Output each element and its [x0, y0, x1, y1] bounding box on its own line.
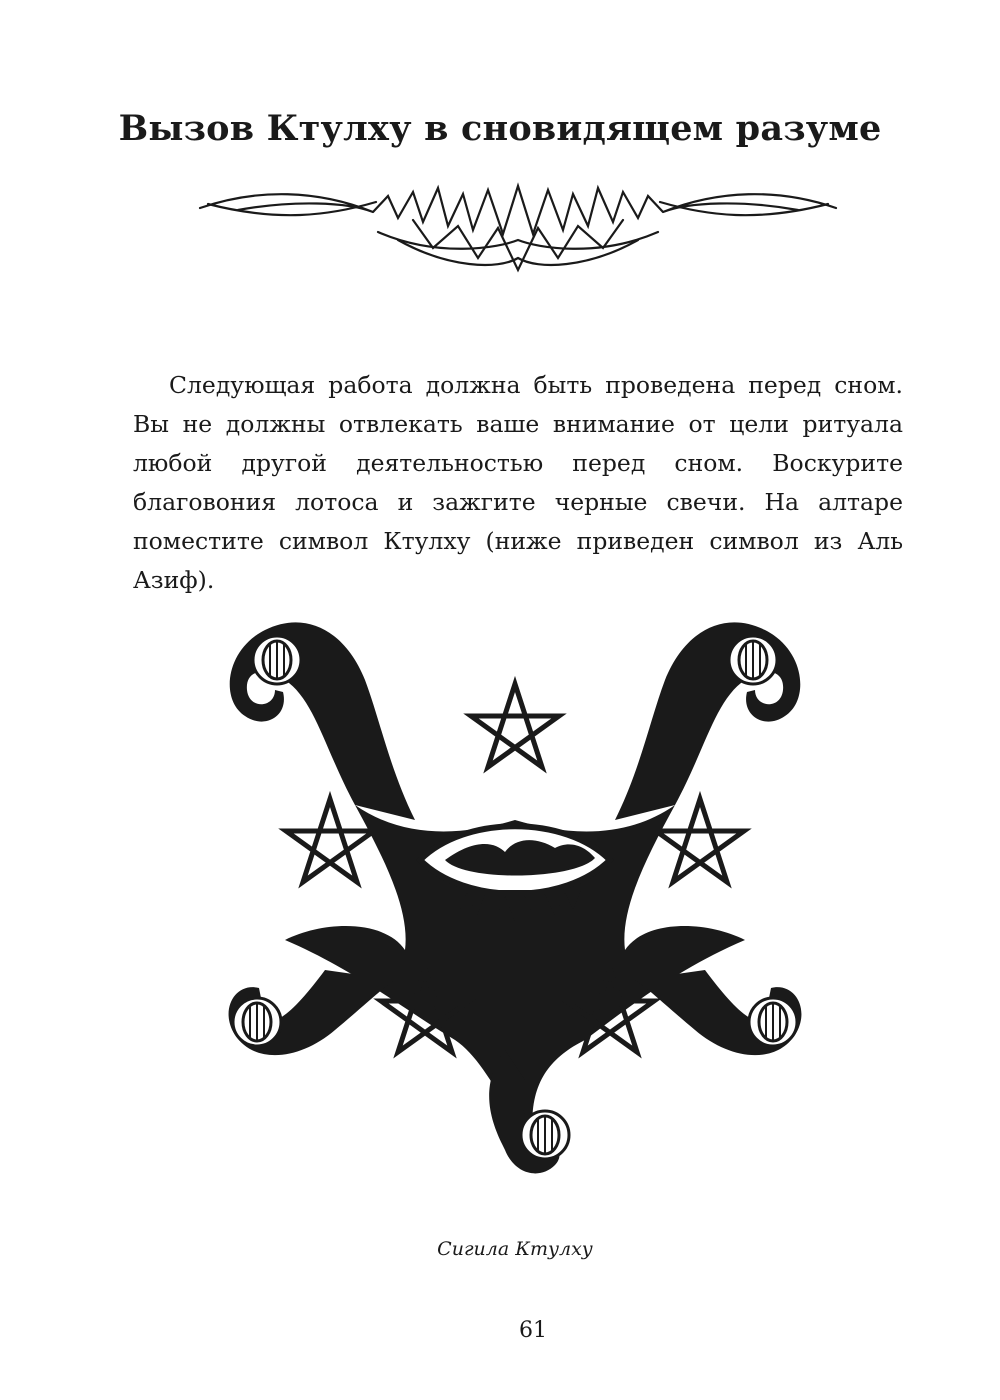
page-title: Вызов Ктулху в сновидящем разуме: [118, 108, 882, 149]
body-paragraph: Следующая работа должна быть проведена перед сном. Вы не должны отвлекать ваше внимание от цели ритуала любой другой деятельностью перед сном. Воскурите благовония лотоса и зажгите черные свечи. На алтаре поместите символ Ктулху (ниже приведен символ из Аль Азиф).: [133, 371, 903, 594]
cthulhu-sigil-image: [205, 590, 825, 1190]
decorative-ornament: [198, 178, 838, 278]
page-number: 61: [519, 1318, 547, 1343]
figure-caption: Сигила Ктулху: [437, 1238, 593, 1260]
